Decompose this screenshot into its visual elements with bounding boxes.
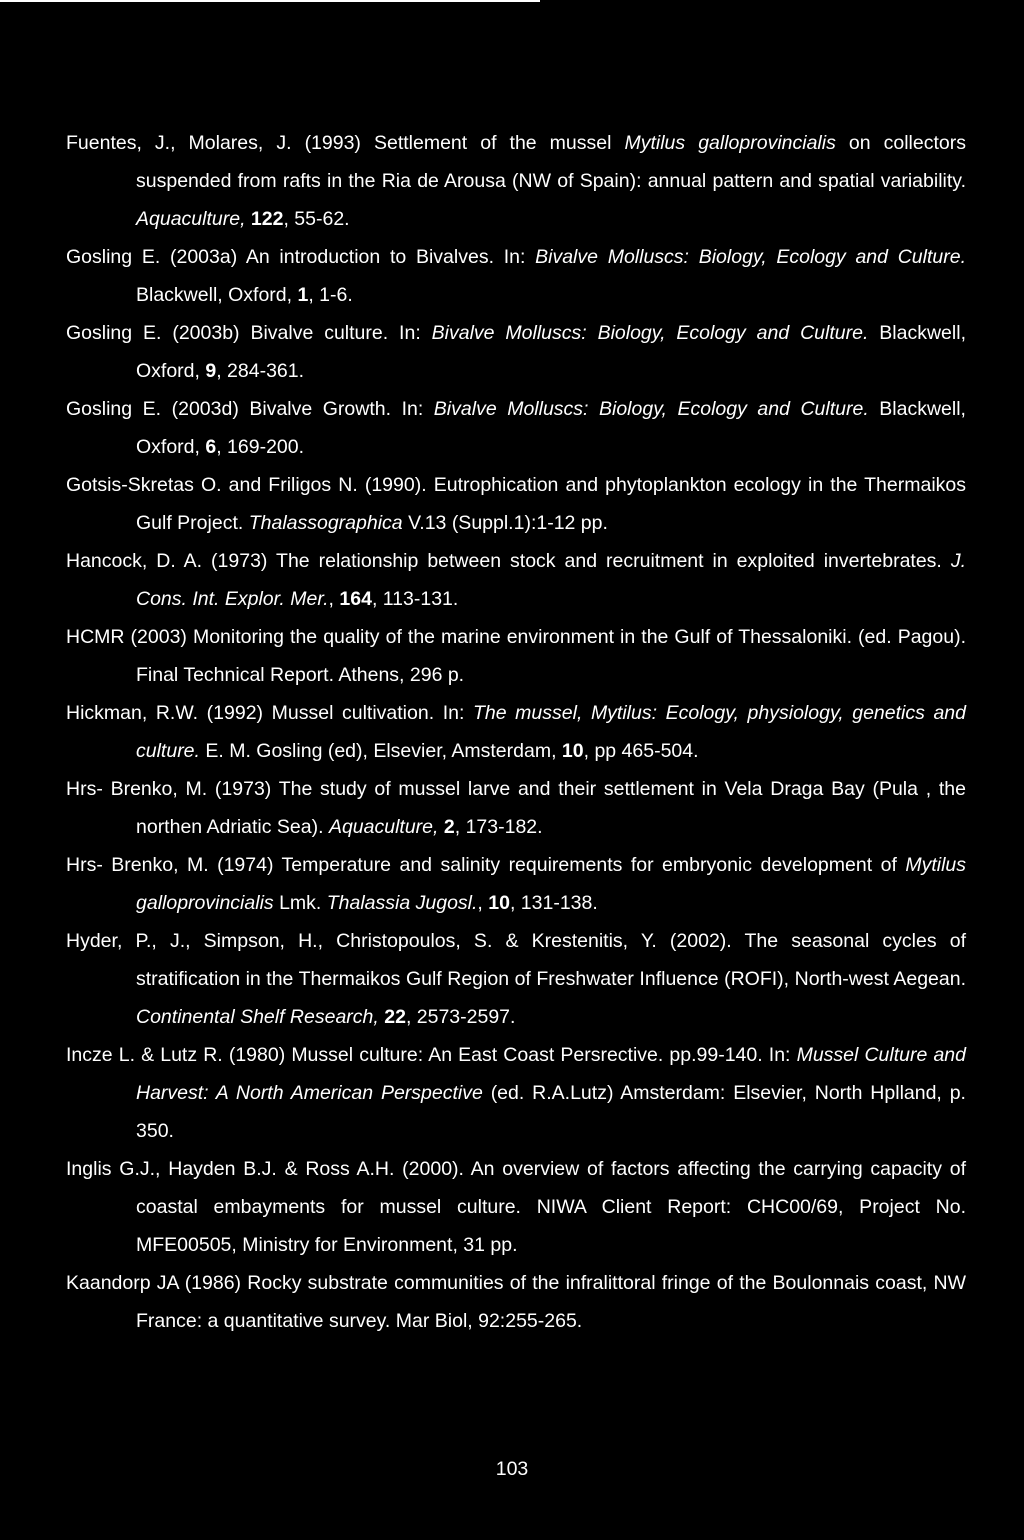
reference-entry <box>66 238 966 314</box>
reference-text: , 173-182. <box>454 816 543 838</box>
reference-text: , <box>328 588 340 610</box>
italic-text: Aquaculture, <box>328 816 439 838</box>
reference-entry <box>66 846 966 922</box>
italic-text: Bivalve Molluscs: Biology, Ecology and Culture. <box>431 322 869 344</box>
italic-text: Bivalve Molluscs: Biology, Ecology and Culture. <box>535 246 966 268</box>
reference-text: Fuentes, J., Molares, J. (1993) Settlement of the mussel <box>66 132 625 154</box>
scan-top-edge <box>0 0 540 2</box>
italic-text: Thalassographica <box>248 512 403 534</box>
reference-text: Lmk. <box>273 892 327 914</box>
reference-text: Hyder, P., J., Simpson, H., Christopoulos, S. & Krestenitis, Y. (2002). The seasonal cycles of stratification in the Thermaikos Gulf Region of Freshwater Influence (ROFI), North-west Aegean. <box>66 930 966 990</box>
reference-text: , <box>477 892 489 914</box>
reference-text: (ed. R.A.Lutz) Amsterdam: Elsevier, North Hplland, p. 350. <box>136 1082 966 1142</box>
reference-text: Hrs- Brenko, M. (1973) The study of mussel larve and their settlement in Vela Draga Bay (Pula , the northen Adriatic Sea). <box>66 778 966 838</box>
italic-text: Thalassia Jugosl. <box>326 892 478 914</box>
page-number: 103 <box>495 1458 529 1480</box>
italic-text: Mussel Culture and Harvest: A North American Perspective <box>136 1044 966 1104</box>
reference-entry <box>66 770 966 846</box>
reference-text: Hickman, R.W. (1992) Mussel cultivation. In: <box>66 702 473 724</box>
reference-entry <box>66 466 966 542</box>
italic-text: J. Cons. Int. Explor. Mer. <box>136 550 966 610</box>
italic-text: The mussel, Mytilus: Ecology, physiology, genetics and culture. <box>136 702 966 762</box>
reference-entry <box>66 390 966 466</box>
bold-text: 2 <box>443 816 455 838</box>
reference-text: , 1-6. <box>308 284 353 306</box>
bold-text: 10 <box>561 740 584 762</box>
reference-text: Blackwell, Oxford, <box>136 322 966 382</box>
reference-entry <box>66 618 966 694</box>
reference-text: , 284-361. <box>216 360 305 382</box>
reference-text: Incze L. & Lutz R. (1980) Mussel culture: An East Coast Persrective. pp.99-140. In: <box>66 1044 797 1066</box>
italic-text: Mytilus galloprovincialis <box>624 132 836 154</box>
bold-text: 10 <box>488 892 510 914</box>
reference-text: Hancock, D. A. (1973) The relationship between stock and recruitment in exploited invertebrates. <box>66 550 951 572</box>
reference-entry <box>66 1036 966 1150</box>
italic-text: Mytilus galloprovincialis <box>136 854 966 914</box>
reference-entry <box>66 1150 966 1264</box>
reference-text: Inglis G.J., Hayden B.J. & Ross A.H. (2000). An overview of factors affecting the carrying capacity of coastal embayments for mussel culture. NIWA Client Report: CHC00/69, Project No. MFE00505, Ministry for Environment, 31 pp. <box>66 1158 966 1256</box>
reference-entry <box>66 542 966 618</box>
reference-text: Blackwell, Oxford, <box>136 284 298 306</box>
reference-text: Gosling E. (2003b) Bivalve culture. In: <box>66 322 432 344</box>
italic-text: Bivalve Molluscs: Biology, Ecology and Culture. <box>433 398 869 420</box>
italic-text: Aquaculture, <box>136 208 246 230</box>
reference-entry <box>66 124 966 238</box>
reference-text: Hrs- Brenko, M. (1974) Temperature and salinity requirements for embryonic development of <box>66 854 906 876</box>
reference-text: Blackwell, Oxford, <box>136 398 966 458</box>
italic-text: Continental Shelf Research, <box>136 1006 379 1028</box>
reference-entry <box>66 1264 966 1340</box>
reference-text: E. M. Gosling (ed), Elsevier, Amsterdam, <box>199 740 562 762</box>
reference-text: Gosling E. (2003d) Bivalve Growth. In: <box>66 398 434 420</box>
reference-entry <box>66 314 966 390</box>
reference-list <box>66 124 966 1340</box>
bold-text: 1 <box>297 284 309 306</box>
reference-text: on collectors suspended from rafts in the Ria de Arousa (NW of Spain): annual pattern and spatial variability. <box>136 132 966 192</box>
reference-text: Gotsis-Skretas O. and Friligos N. (1990). Eutrophication and phytoplankton ecology in the Thermaikos Gulf Project. <box>66 474 966 534</box>
reference-text: , 55-62. <box>283 208 350 230</box>
bold-text: 22 <box>384 1006 406 1028</box>
reference-text: V.13 (Suppl.1):1-12 pp. <box>402 512 608 534</box>
reference-text: , 169-200. <box>216 436 305 458</box>
bold-text: 164 <box>339 588 372 610</box>
reference-text: HCMR (2003) Monitoring the quality of the marine environment in the Gulf of Thessaloniki. (ed. Pagou). Final Technical Report. Athens, 296 p. <box>66 626 966 686</box>
reference-text: , 131-138. <box>509 892 598 914</box>
reference-text: , 113-131. <box>371 588 459 610</box>
reference-text: , pp 465-504. <box>583 740 699 762</box>
bold-text: 122 <box>250 208 284 230</box>
reference-entry <box>66 694 966 770</box>
reference-text: , 2573-2597. <box>405 1006 516 1028</box>
bold-text: 6 <box>205 436 217 458</box>
reference-text: Kaandorp JA (1986) Rocky substrate communities of the infralittoral fringe of the Boulonnais coast, NW France: a quantitative survey. Mar Biol, 92:255-265. <box>66 1272 966 1332</box>
reference-text: Gosling E. (2003a) An introduction to Bivalves. In: <box>66 246 536 268</box>
reference-entry <box>66 922 966 1036</box>
bold-text: 9 <box>205 360 217 382</box>
